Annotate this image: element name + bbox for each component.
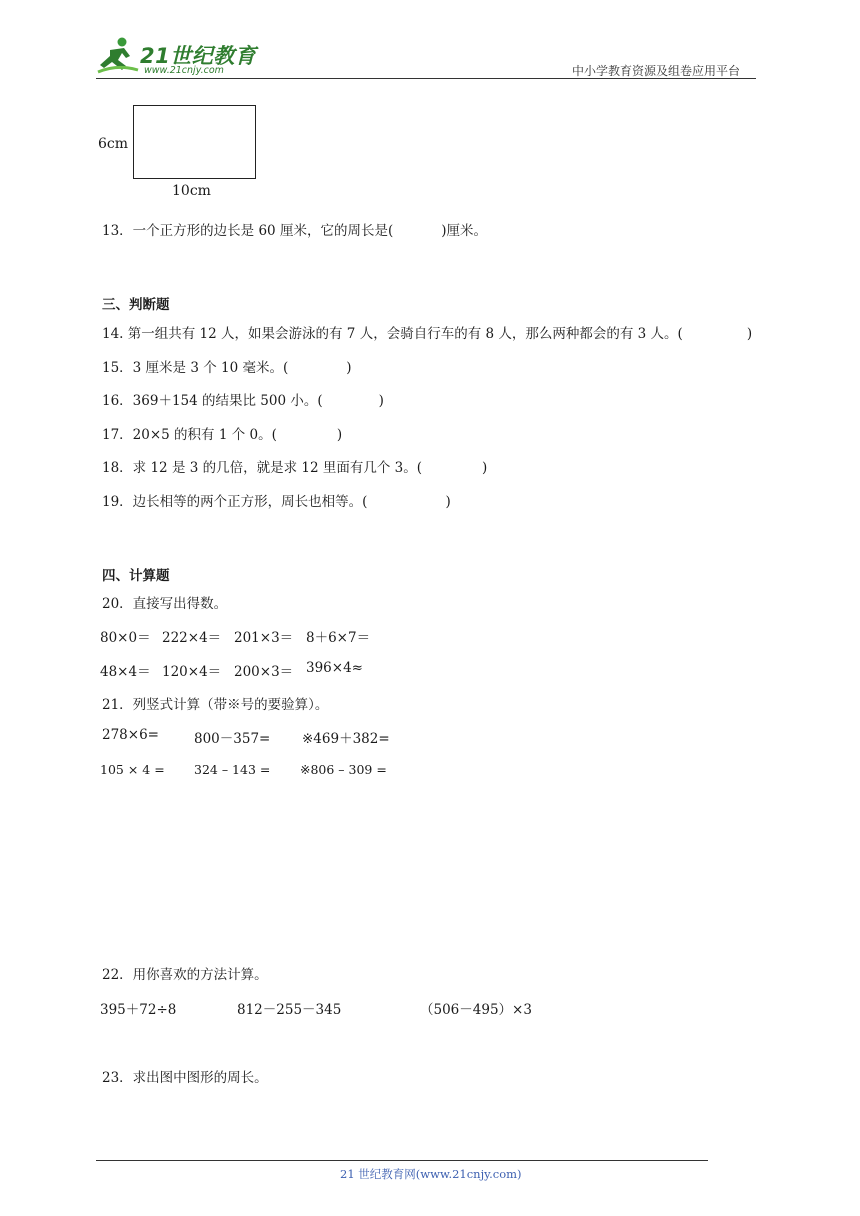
q22-item: 395＋72÷8 xyxy=(100,1002,177,1018)
rectangle-figure xyxy=(133,105,256,179)
logo-text: 21世纪教育 xyxy=(140,44,257,68)
question-18-close: ) xyxy=(482,460,488,476)
q20-item: 201×3＝ xyxy=(234,630,294,646)
footer-link[interactable]: 21 世纪教育网(www.21cnjy.com) xyxy=(340,1167,522,1181)
q20-item: 120×4＝ xyxy=(162,664,222,680)
question-16-text: 16．369＋154 的结果比 500 小。( xyxy=(102,393,323,409)
q20-item: 200×3＝ xyxy=(234,664,294,680)
question-19-text: 19．边长相等的两个正方形，周长也相等。( xyxy=(102,494,368,510)
question-22-title: 22．用你喜欢的方法计算。 xyxy=(102,967,268,983)
question-18 xyxy=(102,456,487,476)
question-20-title: 20．直接写出得数。 xyxy=(102,596,228,612)
q20-item: 222×4＝ xyxy=(162,630,222,646)
q20-item: 8＋6×7＝ xyxy=(306,630,371,646)
q20-item: 396×4≈ xyxy=(306,660,363,676)
question-18-text: 18．求 12 是 3 的几倍，就是求 12 里面有几个 3。( xyxy=(102,460,423,476)
q21-item: 324 – 143 = xyxy=(194,762,271,777)
q20-item: 48×4＝ xyxy=(100,664,151,680)
question-15 xyxy=(102,356,352,376)
question-14-text: 14. 第一组共有 12 人，如果会游泳的有 7 人，会骑自行车的有 8 人，那么两种都会的有 3 人。( xyxy=(102,326,683,342)
question-14-close: ) xyxy=(746,326,753,342)
question-17-text: 17．20×5 的积有 1 个 0。( xyxy=(102,427,277,443)
question-15-text: 15．3 厘米是 3 个 10 毫米。( xyxy=(102,360,289,376)
q22-item: （506－495）×3 xyxy=(420,1002,532,1018)
section-4-title: 四、计算题 xyxy=(102,568,170,584)
question-23-title: 23．求出图中图形的周长。 xyxy=(102,1070,268,1086)
q21-item: 105 × 4 = xyxy=(100,762,165,777)
footer-rule xyxy=(96,1160,708,1161)
question-14 xyxy=(102,322,752,342)
question-17-close: ) xyxy=(336,427,343,443)
figure-width-label: 10cm xyxy=(172,183,211,199)
header-rule xyxy=(96,78,756,79)
section-3-title: 三、判断题 xyxy=(102,297,170,313)
q20-item: 80×0＝ xyxy=(100,630,151,646)
q21-item: ※806 – 309 = xyxy=(300,762,387,777)
q21-item: 800－357= xyxy=(194,731,271,747)
q21-item: ※469＋382= xyxy=(302,731,390,747)
q22-item: 812－255－345 xyxy=(237,1002,342,1018)
question-21-title: 21．列竖式计算（带※号的要验算）。 xyxy=(102,697,329,713)
header-platform-text: 中小学教育资源及组卷应用平台 xyxy=(572,64,741,78)
logo-url: www.21cnjy.com xyxy=(144,65,224,76)
question-13-text: 13．一个正方形的边长是 60 厘米，它的周长是( xyxy=(102,223,394,239)
question-17 xyxy=(102,423,342,443)
question-13 xyxy=(102,219,487,239)
question-19 xyxy=(102,490,451,510)
question-13-after: )厘米。 xyxy=(441,223,487,239)
q21-item: 278×6= xyxy=(102,727,159,743)
question-15-close: ) xyxy=(346,360,352,376)
question-19-close: ) xyxy=(445,494,451,510)
runner-logo-icon xyxy=(96,34,140,78)
figure-height-label: 6cm xyxy=(98,136,129,152)
header-logo xyxy=(96,34,266,78)
question-16 xyxy=(102,389,384,409)
question-16-close: ) xyxy=(378,393,384,409)
